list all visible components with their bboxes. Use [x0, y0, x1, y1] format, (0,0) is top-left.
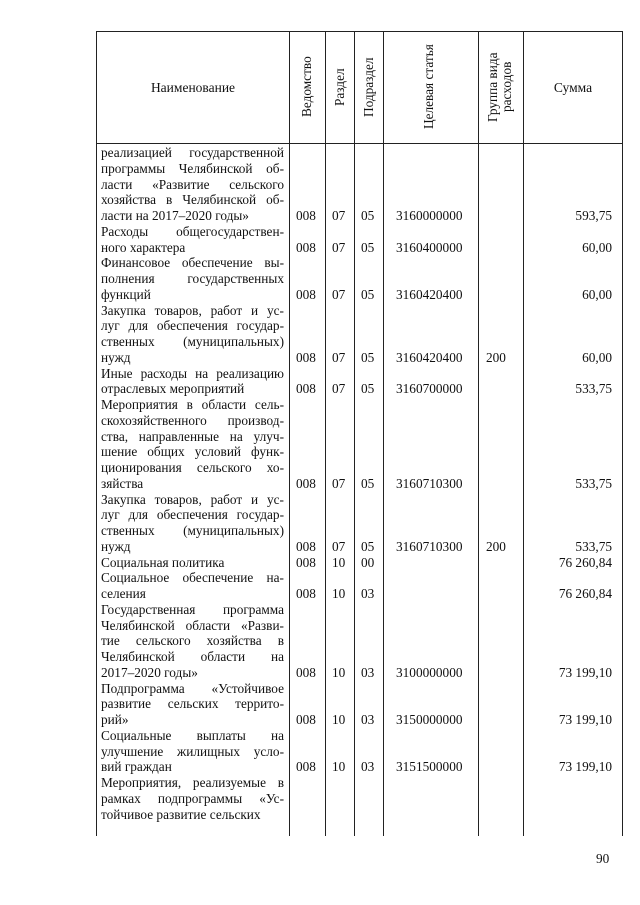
table-border-top — [96, 31, 623, 32]
row-target: 3150000000 — [396, 712, 463, 727]
row-razdel: 10 — [332, 554, 346, 570]
header-razdel: Раздел — [332, 68, 347, 106]
row-name-line: вий граждан — [101, 759, 172, 775]
row-name-line: луг для обеспечения государ- — [101, 507, 284, 523]
row-name-line: Закупка товаров, работ и ус- — [101, 491, 284, 507]
row-razdel: 07 — [332, 208, 346, 223]
row-name-line: нужд — [101, 349, 131, 365]
row-name-line: отраслевых мероприятий — [101, 381, 245, 397]
row-name-line: рий» — [101, 712, 129, 727]
header-vedomstvo: Ведомство — [299, 56, 314, 118]
row-sum: 76 260,84 — [558, 554, 612, 570]
row-podrazdel: 03 — [361, 586, 375, 601]
row-razdel: 07 — [332, 475, 346, 491]
col-line-7 — [622, 31, 623, 836]
row-sum: 73 199,10 — [558, 759, 612, 775]
row-vedomstvo: 008 — [296, 208, 316, 223]
row-razdel: 07 — [332, 239, 346, 255]
row-podrazdel: 03 — [361, 664, 375, 680]
row-razdel: 07 — [332, 381, 346, 397]
row-sum: 533,75 — [575, 475, 612, 491]
col-line-5 — [478, 31, 479, 836]
row-vedomstvo: 008 — [296, 759, 316, 775]
row-name-line: Мероприятия, реализуемые в — [101, 775, 284, 790]
page-number: 90 — [596, 851, 610, 866]
row-name-line: ного характера — [101, 239, 186, 255]
row-name-line: развитие сельских террито- — [101, 696, 284, 712]
row-target: 3151500000 — [396, 759, 463, 775]
row-podrazdel: 00 — [361, 554, 375, 570]
row-name-line: зяйства — [101, 475, 144, 491]
col-line-1 — [289, 31, 290, 836]
row-vedomstvo: 008 — [296, 712, 316, 727]
row-vedomstvo: 008 — [296, 475, 316, 491]
row-name-line: скохозяйственного производ- — [101, 412, 284, 428]
row-sum: 60,00 — [582, 349, 612, 365]
row-target: 3100000000 — [396, 664, 463, 680]
row-target: 3160710300 — [396, 475, 463, 491]
row-razdel: 07 — [332, 538, 346, 554]
row-vedomstvo: 008 — [296, 349, 316, 365]
row-razdel: 10 — [332, 664, 346, 680]
row-name-line: программы Челябинской об- — [101, 160, 284, 176]
row-sum: 593,75 — [575, 208, 612, 223]
row-razdel: 10 — [332, 586, 346, 601]
row-name-line: тие сельского хозяйства в — [101, 633, 284, 649]
row-podrazdel: 05 — [361, 208, 375, 223]
row-name-line: нужд — [101, 538, 131, 554]
row-name-line: селения — [101, 586, 146, 601]
row-vedomstvo: 008 — [296, 381, 316, 397]
row-vedomstvo: 008 — [296, 554, 316, 570]
row-name-line: ственных (муниципальных) — [101, 334, 284, 349]
row-name-line: полнения государственных — [101, 271, 284, 286]
row-name — [101, 602, 284, 681]
row-target: 3160420400 — [396, 286, 463, 302]
row-podrazdel: 03 — [361, 759, 375, 775]
row-name — [101, 255, 284, 302]
header-group: Группа вида расходов — [485, 52, 514, 122]
col-line-6 — [523, 31, 524, 836]
header-sum: Сумма — [553, 80, 593, 95]
row-vedomstvo: 008 — [296, 538, 316, 554]
row-target: 3160400000 — [396, 239, 463, 255]
row-vedomstvo: 008 — [296, 239, 316, 255]
row-name — [101, 775, 284, 822]
row-name-line: Челябинской области на — [101, 649, 284, 664]
row-sum: 73 199,10 — [558, 712, 612, 727]
row-razdel: 07 — [332, 349, 346, 365]
row-name — [101, 681, 284, 728]
row-name-line: ства, направленные на улуч- — [101, 428, 284, 444]
row-name-line: реализацией государственной — [101, 145, 284, 160]
row-target: 3160000000 — [396, 208, 463, 223]
row-name — [101, 555, 284, 571]
row-name-line: Закупка товаров, работ и ус- — [101, 302, 284, 318]
row-podrazdel: 05 — [361, 381, 375, 397]
row-name-line: Подпрограмма «Устойчивое — [101, 680, 284, 696]
row-name — [101, 303, 284, 366]
row-sum: 73 199,10 — [558, 664, 612, 680]
row-podrazdel: 03 — [361, 712, 375, 727]
col-line-4 — [383, 31, 384, 836]
row-podrazdel: 05 — [361, 475, 375, 491]
row-name-line: луг для обеспечения государ- — [101, 318, 284, 334]
row-name-line: ственных (муниципальных) — [101, 523, 284, 538]
row-name-line: ласти на 2017–2020 годы» — [101, 208, 249, 223]
col-line-3 — [354, 31, 355, 836]
row-name-line: Иные расходы на реализацию — [101, 365, 284, 381]
row-name-line: Социальная политика — [101, 554, 225, 570]
row-target: 3160700000 — [396, 381, 463, 397]
row-name-line: Социальное обеспечение на- — [101, 570, 284, 586]
header-podrazdel: Подраздел — [361, 57, 376, 117]
row-sum: 60,00 — [582, 286, 612, 302]
row-sum: 60,00 — [582, 239, 612, 255]
header-target: Целевая статья — [421, 44, 436, 130]
row-name-line: Расходы общегосударствен- — [101, 223, 284, 239]
row-target: 3160420400 — [396, 349, 463, 365]
row-name-line: Мероприятия в области сель- — [101, 397, 284, 412]
row-target: 3160710300 — [396, 538, 463, 554]
row-name-line: Социальные выплаты на — [101, 727, 284, 743]
row-name — [101, 397, 284, 492]
row-podrazdel: 05 — [361, 286, 375, 302]
row-razdel: 07 — [332, 286, 346, 302]
row-razdel: 10 — [332, 759, 346, 775]
row-podrazdel: 05 — [361, 239, 375, 255]
row-name-line: хозяйства в Челябинской об- — [101, 192, 284, 208]
col-line-0 — [96, 31, 97, 836]
row-name — [101, 570, 284, 602]
row-name — [101, 366, 284, 398]
row-name-line: Государственная программа — [101, 601, 284, 617]
row-sum: 533,75 — [575, 381, 612, 397]
row-name — [101, 728, 284, 775]
row-vedomstvo: 008 — [296, 664, 316, 680]
row-name-line: 2017–2020 годы» — [101, 664, 198, 680]
row-name-line: улучшение жилищных усло- — [101, 743, 284, 759]
row-name — [101, 492, 284, 555]
row-name-line: Челябинской области «Разви- — [101, 617, 284, 633]
row-name-line: функций — [101, 286, 151, 302]
header-divider — [96, 143, 623, 144]
row-name — [101, 224, 284, 256]
row-name-line: тойчивое развитие сельских — [101, 806, 261, 822]
row-name-line: ционирования сельского хо- — [101, 460, 284, 475]
row-name-line: Финансовое обеспечение вы- — [101, 255, 284, 271]
row-name — [101, 145, 284, 224]
row-name-line: рамках подпрограммы «Ус- — [101, 790, 284, 806]
row-sum: 533,75 — [575, 538, 612, 554]
header-name: Наименование — [150, 80, 236, 95]
row-razdel: 10 — [332, 712, 346, 727]
row-name-line: ласти «Развитие сельского — [101, 176, 284, 192]
row-podrazdel: 05 — [361, 349, 375, 365]
row-vedomstvo: 008 — [296, 586, 316, 601]
row-name-line: шение общих условий функ- — [101, 444, 284, 460]
row-podrazdel: 05 — [361, 538, 375, 554]
row-sum: 76 260,84 — [558, 586, 612, 601]
row-vedomstvo: 008 — [296, 286, 316, 302]
row-group: 200 — [486, 349, 506, 365]
row-group: 200 — [486, 538, 506, 554]
